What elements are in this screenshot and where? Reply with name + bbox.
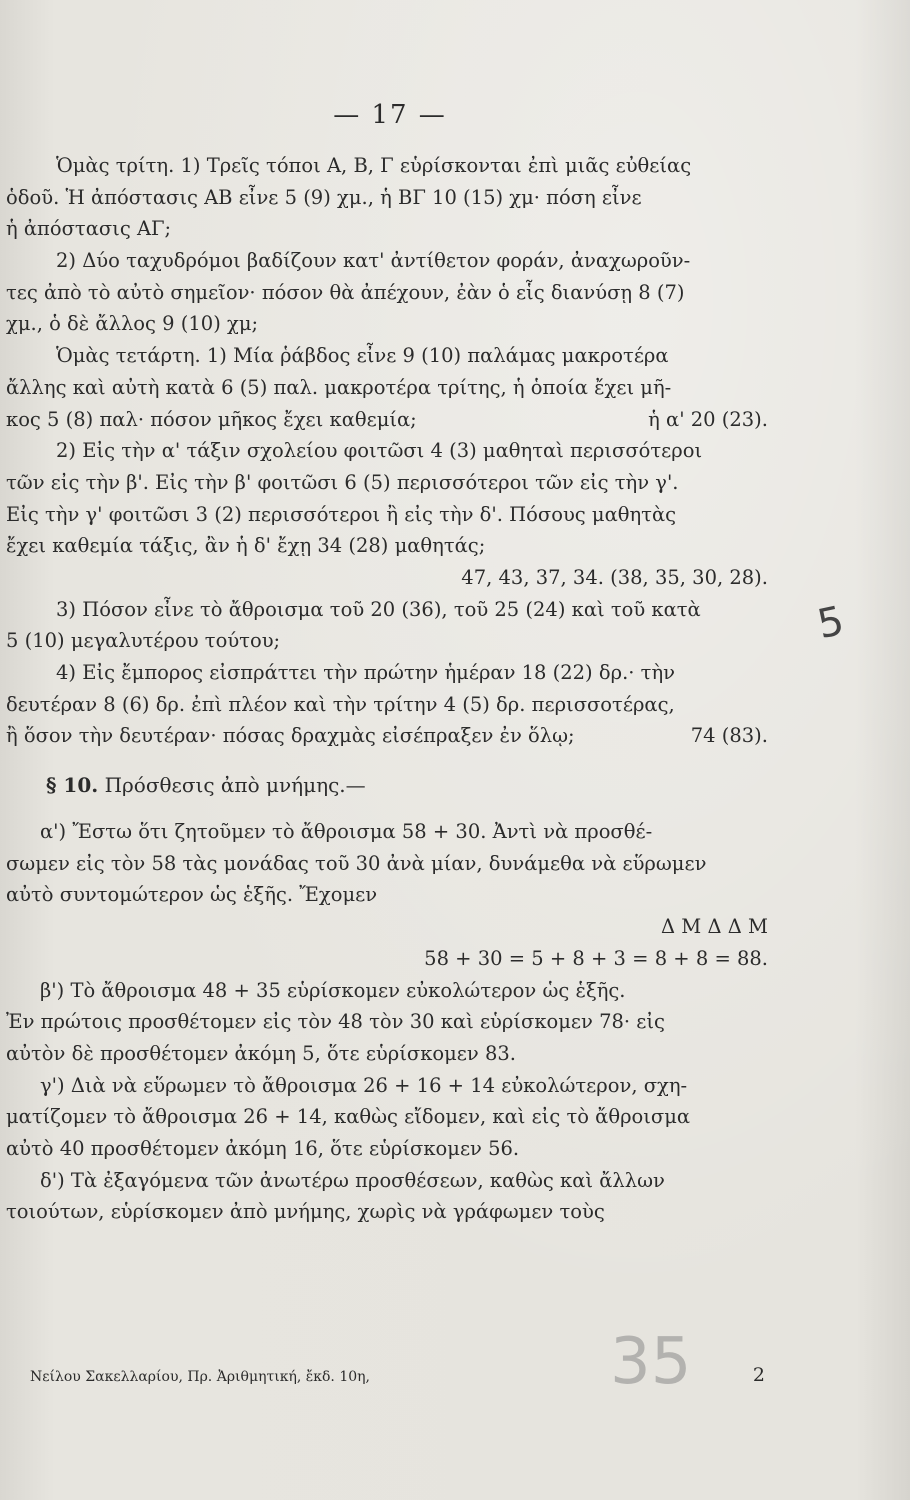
text-line-part: τῶν εἰς τὴν β'. Εἰς τὴν β' φοιτῶσι 6 (5) περισσότεροι τῶν εἰς τὴν γ'. (6, 470, 679, 494)
text-line-part: 74 (83). (690, 724, 768, 748)
text-line (6, 562, 768, 594)
text-line-part: ἔχει καθεμία τάξις, ἂν ἡ δ' ἔχῃ 34 (28) μαθητάς; (6, 534, 486, 558)
text-line-part: Ὁμὰς τρίτη. 1) Τρεῖς τόποι Α, Β, Γ εὑρίσκονται ἐπὶ μιᾶς εὐθείας (56, 154, 692, 177)
text-line (6, 308, 768, 340)
text-line (6, 340, 768, 372)
text-line-part: 47, 43, 37, 34. (38, 35, 30, 28). (461, 565, 768, 589)
text-line (6, 911, 768, 943)
text-line-part: Ἐν πρώτοις προσθέτομεν εἰς τὸν 48 τὸν 30 καὶ εὑρίσκομεν 78· εἰς (6, 1010, 665, 1034)
page-footer (30, 1364, 765, 1386)
page-number: — 17 — (333, 100, 447, 130)
text-line (6, 1196, 768, 1228)
text-line-part: δευτέραν 8 (6) δρ. ἐπὶ πλέον καὶ τὴν τρίτην 4 (5) δρ. περισσοτέρας, (6, 692, 675, 716)
text-line-part: 2) Εἰς τὴν α' τάξιν σχολείου φοιτῶσι 4 (3) μαθηταὶ περισσότεροι (56, 439, 703, 463)
text-line (6, 372, 768, 404)
text-line-part: β') Τὸ ἄθροισμα 48 + 35 εὑρίσκομεν εὐκολώτερον ὡς ἑξῆς. (40, 978, 626, 1002)
text-line-part: κος 5 (8) παλ· πόσον μῆκος ἔχει καθεμία; (6, 407, 417, 431)
text-line-part: χμ., ὁ δὲ ἄλλος 9 (10) χμ; (6, 312, 259, 336)
text-line (6, 975, 768, 1007)
text-line (6, 467, 768, 499)
text-line-part: Ὁμὰς τετάρτη. 1) Μία ῥάβδος εἶνε 9 (10) παλάμας μακροτέρα (56, 344, 669, 368)
text-line (6, 816, 768, 848)
section-number: § 10. (46, 773, 99, 798)
text-line (6, 1133, 768, 1165)
text-line (6, 213, 768, 245)
text-line (6, 657, 768, 689)
text-line-part: ἡ α' 20 (23). (648, 407, 768, 431)
text-line-part: ἡ ἀπόστασις ΑΓ; (6, 217, 172, 241)
text-line-part: 3) Πόσον εἶνε τὸ ἄθροισμα τοῦ 20 (36), τοῦ 25 (24) καὶ τοῦ κατὰ (56, 597, 701, 621)
text-line (6, 1101, 768, 1133)
text-line (6, 150, 768, 182)
text-line-part: 4) Εἰς ἔμπορος εἰσπράττει τὴν πρώτην ἡμέραν 18 (22) δρ.· τὴν (56, 661, 675, 684)
text-line-part: 5 (10) μεγαλυτέρου τούτου; (6, 629, 281, 653)
text-line-part: ὁδοῦ. Ἡ ἀπόστασις ΑΒ εἶνε 5 (9) χμ., ἡ ΒΓ 10 (15) χμ· πόση εἶνε (6, 185, 642, 209)
text-line (6, 689, 768, 721)
text-line (6, 1038, 768, 1070)
text-line-part: Εἰς τὴν γ' φοιτῶσι 3 (2) περισσότεροι ἢ εἰς τὴν δ'. Πόσους μαθητὰς (6, 502, 677, 526)
text-line (6, 530, 768, 562)
text-line-part: Δ Μ Δ Δ Μ (661, 915, 768, 939)
text-line (6, 1070, 768, 1102)
text-line (6, 499, 768, 531)
text-line (6, 943, 768, 975)
exercise-block (6, 150, 768, 752)
text-line-part: αὐτὸν δὲ προσθέτομεν ἀκόμη 5, ὅτε εὑρίσκομεν 83. (6, 1041, 516, 1065)
text-line-part: γ') Διὰ νὰ εὕρωμεν τὸ ἄθροισμα 26 + 16 + 14 εὐκολώτερον, σχη- (40, 1073, 688, 1097)
section-text-block (6, 816, 768, 1228)
handwritten-scribble: 35 (610, 1325, 692, 1399)
text-line-part: 2) Δύο ταχυδρόμοι βαδίζουν κατ' ἀντίθετον φοράν, ἀναχωροῦν- (56, 249, 691, 273)
text-line (6, 1165, 768, 1197)
text-line-part: σωμεν εἰς τὸν 58 τὰς μονάδας τοῦ 30 ἀνὰ μίαν, δυνάμεθα νὰ εὕρωμεν (6, 851, 707, 875)
text-line-part: ἢ ὅσον τὴν δευτέραν· πόσας δραχμὰς εἰσέπραξεν ἐν ὅλῳ; (6, 724, 575, 748)
text-line (6, 625, 768, 657)
text-line-part: 58 + 30 = 5 + 8 + 3 = 8 + 8 = 88. (424, 946, 768, 970)
text-line-part: αὐτὸ 40 προσθέτομεν ἀκόμη 16, ὅτε εὑρίσκομεν 56. (6, 1136, 520, 1160)
text-line (6, 720, 768, 752)
text-line-part: ἄλλης καὶ αὐτὴ κατὰ 6 (5) παλ. μακροτέρα τρίτης, ἡ ὁποία ἔχει μῆ- (6, 375, 672, 399)
text-line-part: δ') Τὰ ἐξαγόμενα τῶν ἀνωτέρω προσθέσεων, καθὼς καὶ ἄλλων (40, 1168, 665, 1192)
text-line-part: ματίζομεν τὸ ἄθροισμα 26 + 14, καθὼς εἴδομεν, καὶ εἰς τὸ ἄθροισμα (6, 1105, 691, 1129)
text-line (6, 404, 768, 436)
text-line (6, 879, 768, 911)
text-line (6, 277, 768, 309)
text-line (6, 1006, 768, 1038)
footer-signature: Νείλου Σακελλαρίου, Πρ. Ἀριθμητική, ἔκδ. 10η, (30, 1369, 370, 1385)
body-text (6, 150, 768, 1228)
text-line-part: αὐτὸ συντομώτερον ὡς ἑξῆς. Ἔχομεν (6, 883, 378, 907)
footer-sheet-number: 2 (752, 1364, 765, 1386)
text-line-part: α') Ἔστω ὅτι ζητοῦμεν τὸ ἄθροισμα 58 + 30. Ἀντὶ νὰ προσθέ- (40, 820, 653, 844)
text-line-part: τοιούτων, εὑρίσκομεν ἀπὸ μνήμης, χωρὶς νὰ γράφωμεν τοὺς (6, 1200, 605, 1224)
text-line-part: τες ἀπὸ τὸ αὐτὸ σημεῖον· πόσον θὰ ἀπέχουν, ἐὰν ὁ εἷς διανύσῃ 8 (7) (6, 280, 685, 304)
text-line (6, 182, 768, 214)
margin-handwritten-mark: 5 (813, 597, 848, 649)
text-line (6, 594, 768, 626)
text-line (6, 245, 768, 277)
section-title: Πρόσθεσις ἀπὸ μνήμης.— (104, 773, 366, 798)
text-line (6, 435, 768, 467)
section-heading (6, 770, 768, 804)
text-line (6, 848, 768, 880)
